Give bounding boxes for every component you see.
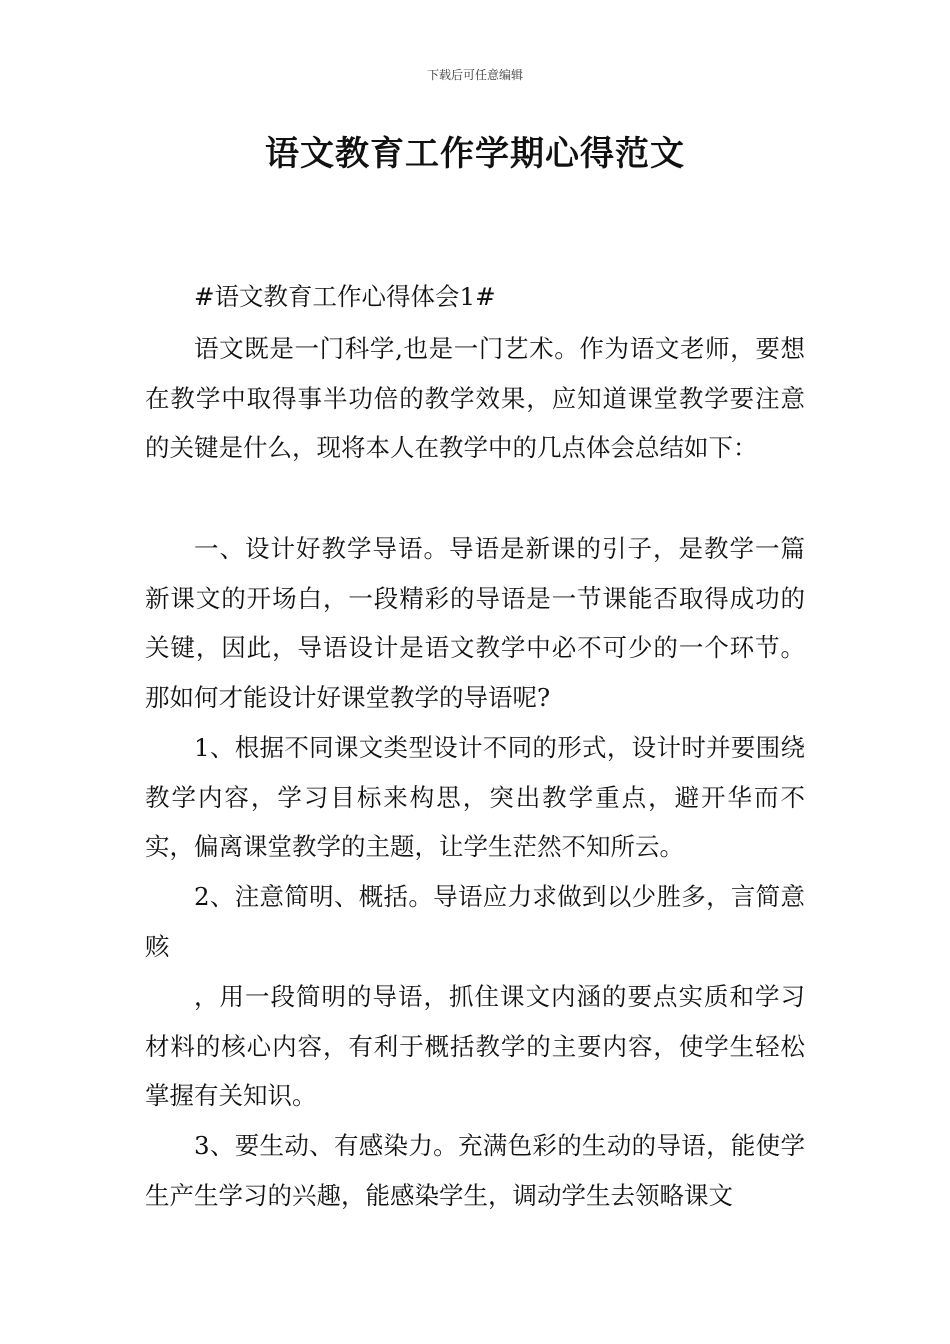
paragraph-subpoint-1: 1、根据不同课文类型设计不同的形式，设计时并要围绕教学内容，学习目标来构思，突出教学重点，避开华而不实，偏离课堂教学的主题，让学生茫然不知所云。 xyxy=(145,733,805,861)
paragraph-point-1: 一、设计好教学导语。导语是新课的引子，是教学一篇新课文的开场白，一段精彩的导语是一节课能否取得成功的关键，因此，导语设计是语文教学中必不可少的一个环节。那如何才能设计好课堂教学的导语呢? xyxy=(145,534,805,712)
document-title: 语文教育工作学期心得范文 xyxy=(265,134,685,174)
paragraph-subpoint-2-continued: ，用一段简明的导语，抓住课文内涵的要点实质和学习材料的核心内容，有利于概括教学的主要内容，使学生轻松掌握有关知识。 xyxy=(145,982,805,1110)
section-heading: #语文教育工作心得体会1# xyxy=(194,282,496,311)
page-header-note: 下载后可任意编辑 xyxy=(426,68,523,82)
paragraph-subpoint-2: 2、注意简明、概括。导语应力求做到以少胜多，言简意赅 xyxy=(145,882,805,961)
paragraph-intro: 语文既是一门科学,也是一门艺术。作为语文老师，要想在教学中取得事半功倍的教学效果，应知道课堂教学要注意的关键是什么，现将本人在教学中的几点体会总结如下： xyxy=(145,334,805,462)
paragraph-subpoint-3: 3、要生动、有感染力。充满色彩的生动的导语，能使学生产生学习的兴趣，能感染学生，调动学生去领略课文 xyxy=(145,1131,805,1210)
